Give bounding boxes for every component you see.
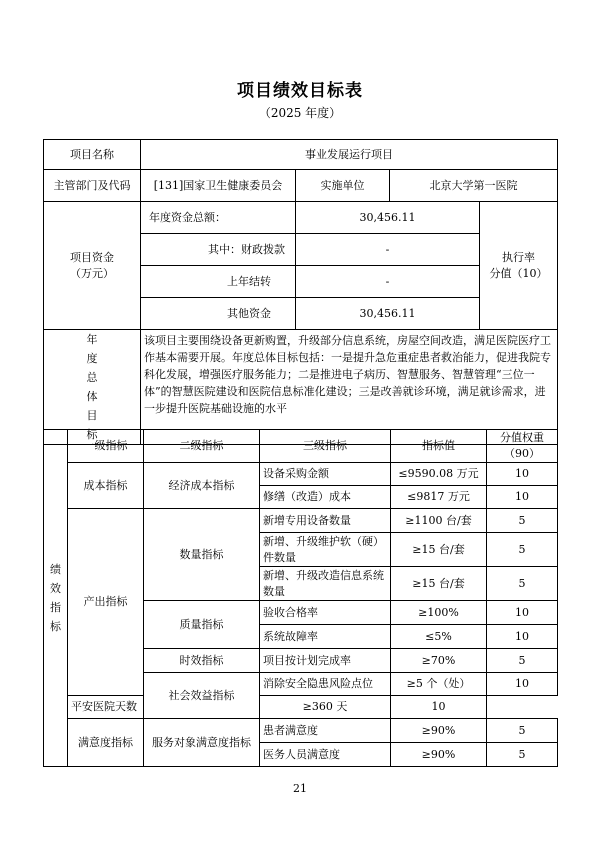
funds-fiscal-value: - <box>296 234 480 266</box>
level2-quantity: 数量指标 <box>144 509 260 601</box>
table-row-value: ≥100% <box>391 601 487 625</box>
page-number: 21 <box>293 782 307 795</box>
funds-fiscal-label: 其中：财政拨款 <box>141 234 296 266</box>
table-row-weight: 5 <box>487 509 558 533</box>
table-row-weight: 5 <box>487 567 558 601</box>
table-row-value: ≥360 天 <box>260 696 391 719</box>
page-title: 项目绩效目标表 <box>237 81 363 101</box>
table-row-indicator: 患者满意度 <box>260 719 391 743</box>
table-row-weight: 5 <box>487 743 558 767</box>
table-row-indicator: 新增、升级改造信息系统数量 <box>260 567 391 601</box>
table-row-weight: 10 <box>487 463 558 486</box>
header-weight: 分值权重 （90） <box>487 430 558 463</box>
exec-rate-label: 执行率 分值（10） <box>480 202 558 330</box>
table-row-indicator: 平安医院天数 <box>68 696 144 719</box>
table-row-indicator: 新增、升级维护软（硬）件数量 <box>260 533 391 567</box>
funds-label: 项目资金 （万元） <box>44 202 141 330</box>
level1-satisfaction: 满意度指标 <box>68 719 144 767</box>
table-row-indicator: 验收合格率 <box>260 601 391 625</box>
level2-economic-cost: 经济成本指标 <box>144 463 260 509</box>
table-row-indicator: 消除安全隐患风险点位 <box>260 673 391 696</box>
table-row-weight: 5 <box>487 649 558 673</box>
level1-cost: 成本指标 <box>68 463 144 509</box>
table-row-indicator: 新增专用设备数量 <box>260 509 391 533</box>
impl-unit-value: 北京大学第一医院 <box>390 170 558 202</box>
table-row-indicator: 项目按计划完成率 <box>260 649 391 673</box>
level2-service-satisfaction: 服务对象满意度指标 <box>144 719 260 767</box>
table-row-value: ≥90% <box>391 743 487 767</box>
page-subtitle: （2025 年度） <box>258 106 342 120</box>
funds-other-label: 其他资金 <box>141 298 296 330</box>
table-row-weight: 5 <box>487 719 558 743</box>
dept-value: [131]国家卫生健康委员会 <box>141 170 296 202</box>
table-row-indicator: 医务人员满意度 <box>260 743 391 767</box>
funds-total-value: 30,456.11 <box>296 202 480 234</box>
impl-unit-label: 实施单位 <box>296 170 390 202</box>
project-name-label: 项目名称 <box>44 140 141 170</box>
overall-goal-text: 该项目主要围绕设备更新购置，升级部分信息系统，房屋空间改造，满足医院医疗工作基本需要开展。年度总体目标包括：一是提升急危重症患者救治能力，促进我院专科化发展，增强医疗服务能力；二是推进电子病历、智慧服务、智慧管理“三位一体”的智慧医院建设和医院信息标准化建设；三是改善就诊环境，满足就诊需求，进一步提升医院基础设施的水平 <box>141 330 558 445</box>
overall-goal-label: 年 度 总 体 目 标 <box>44 330 141 445</box>
table-row-value: ≥5 个（处） <box>391 673 487 696</box>
table-row-value: ≥90% <box>391 719 487 743</box>
project-name-value: 事业发展运行项目 <box>141 140 558 170</box>
header-level3: 三级指标 <box>260 430 391 463</box>
funds-total-label: 年度资金总额： <box>141 202 296 234</box>
level2-social: 社会效益指标 <box>144 673 260 719</box>
level1-output: 产出指标 <box>68 509 144 696</box>
funds-carryover-value: - <box>296 266 480 298</box>
table-row-value: ≤9817 万元 <box>391 486 487 509</box>
table-row-weight: 10 <box>487 601 558 625</box>
header-value: 指标值 <box>391 430 487 463</box>
level2-quality: 质量指标 <box>144 601 260 649</box>
header-level2: 二级指标 <box>144 430 260 463</box>
table-row-indicator: 修缮（改造）成本 <box>260 486 391 509</box>
table-row-value: ≤9590.08 万元 <box>391 463 487 486</box>
table-row-value: ≥1100 台/套 <box>391 509 487 533</box>
table-row-weight: 10 <box>487 486 558 509</box>
table-row-value: ≥15 台/套 <box>391 533 487 567</box>
table-row-indicator: 设备采购金额 <box>260 463 391 486</box>
level2-timeliness: 时效指标 <box>144 649 260 673</box>
table-row-value: ≥15 台/套 <box>391 567 487 601</box>
project-info-table <box>43 139 558 445</box>
table-row-weight: 10 <box>487 673 558 696</box>
table-row-weight: 5 <box>487 533 558 567</box>
table-row-value: ≤5% <box>391 625 487 649</box>
header-level1: 一级指标 <box>68 430 144 463</box>
funds-other-value: 30,456.11 <box>296 298 480 330</box>
performance-indicator-table <box>43 429 558 767</box>
table-row-weight: 10 <box>487 625 558 649</box>
performance-indicator-label: 绩 效 指 标 <box>44 430 68 767</box>
table-row-indicator: 系统故障率 <box>260 625 391 649</box>
funds-carryover-label: 上年结转 <box>141 266 296 298</box>
table-row-value: ≥70% <box>391 649 487 673</box>
table-row-weight: 10 <box>391 696 487 719</box>
dept-label: 主管部门及代码 <box>44 170 141 202</box>
